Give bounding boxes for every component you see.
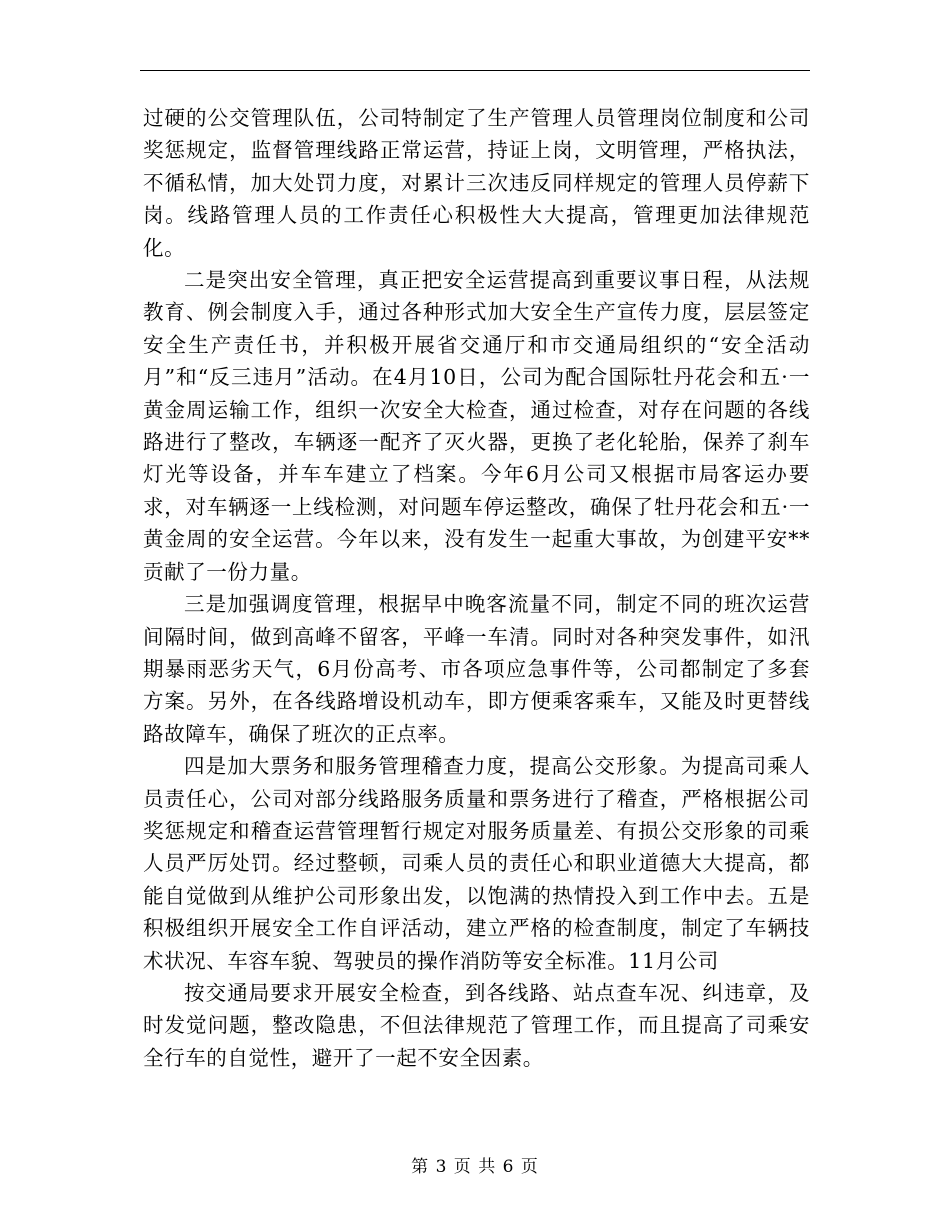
paragraph-4: 四是加大票务和服务管理稽查力度，提高公交形象。为提高司乘人员责任心，公司对部分线路服务质量和票务进行了稽查，严格根据公司奖惩规定和稽查运营管理暂行规定对服务质量差、有损公交形象的司乘人员严厉处罚。经过整顿，司乘人员的责任心和职业道德大大提高，都能自觉做到从维护公司形象出发，以饱满的热情投入到工作中去。五是积极组织开展安全工作自评活动，建立严格的检查制度，制定了车辆技术状况、车容车貌、驾驶员的操作消防等安全标准。11月公司	[143, 754, 810, 973]
page-number-footer: 第 3 页 共 6 页	[411, 1157, 539, 1177]
paragraph-3: 三是加强调度管理，根据早中晚客流量不同，制定不同的班次运营间隔时间，做到高峰不留客，平峰一车清。同时对各种突发事件，如汛期暴雨恶劣天气，6月份高考、市各项应急事件等，公司都制定了多套方案。另外，在各线路增设机动车，即方便乘客乘车，又能及时更替线路故障车，确保了班次的正点率。	[143, 592, 810, 746]
paragraph-1: 过硬的公交管理队伍，公司特制定了生产管理人员管理岗位制度和公司奖惩规定，监督管理线路正常运营，持证上岗，文明管理，严格执法，不循私情，加大处罚力度，对累计三次违反同样规定的管理人员停薪下岗。线路管理人员的工作责任心积极性大大提高，管理更加法律规范化。	[143, 106, 810, 260]
header-rule	[140, 70, 810, 71]
document-body	[143, 102, 810, 1074]
paragraph-5: 按交通局要求开展安全检查，到各线路、站点查车况、纠违章，及时发觉问题，整改隐患，不但法律规范了管理工作，而且提高了司乘安全行车的自觉性，避开了一起不安全因素。	[143, 980, 810, 1070]
paragraph-2: 二是突出安全管理，真正把安全运营提高到重要议事日程，从法规教育、例会制度入手，通过各种形式加大安全生产宣传力度，层层签定安全生产责任书，并积极开展省交通厅和市交通局组织的“安全活动月”和“反三违月”活动。在4月10日，公司为配合国际牡丹花会和五·一黄金周运输工作，组织一次安全大检查，通过检查，对存在问题的各线路进行了整改，车辆逐一配齐了灭火器，更换了老化轮胎，保养了刹车灯光等设备，并车车建立了档案。今年6月公司又根据市局客运办要求，对车辆逐一上线检测，对问题车停运整改，确保了牡丹花会和五·一黄金周的安全运营。今年以来，没有发生一起重大事故，为创建平安**贡献了一份力量。	[143, 268, 810, 584]
